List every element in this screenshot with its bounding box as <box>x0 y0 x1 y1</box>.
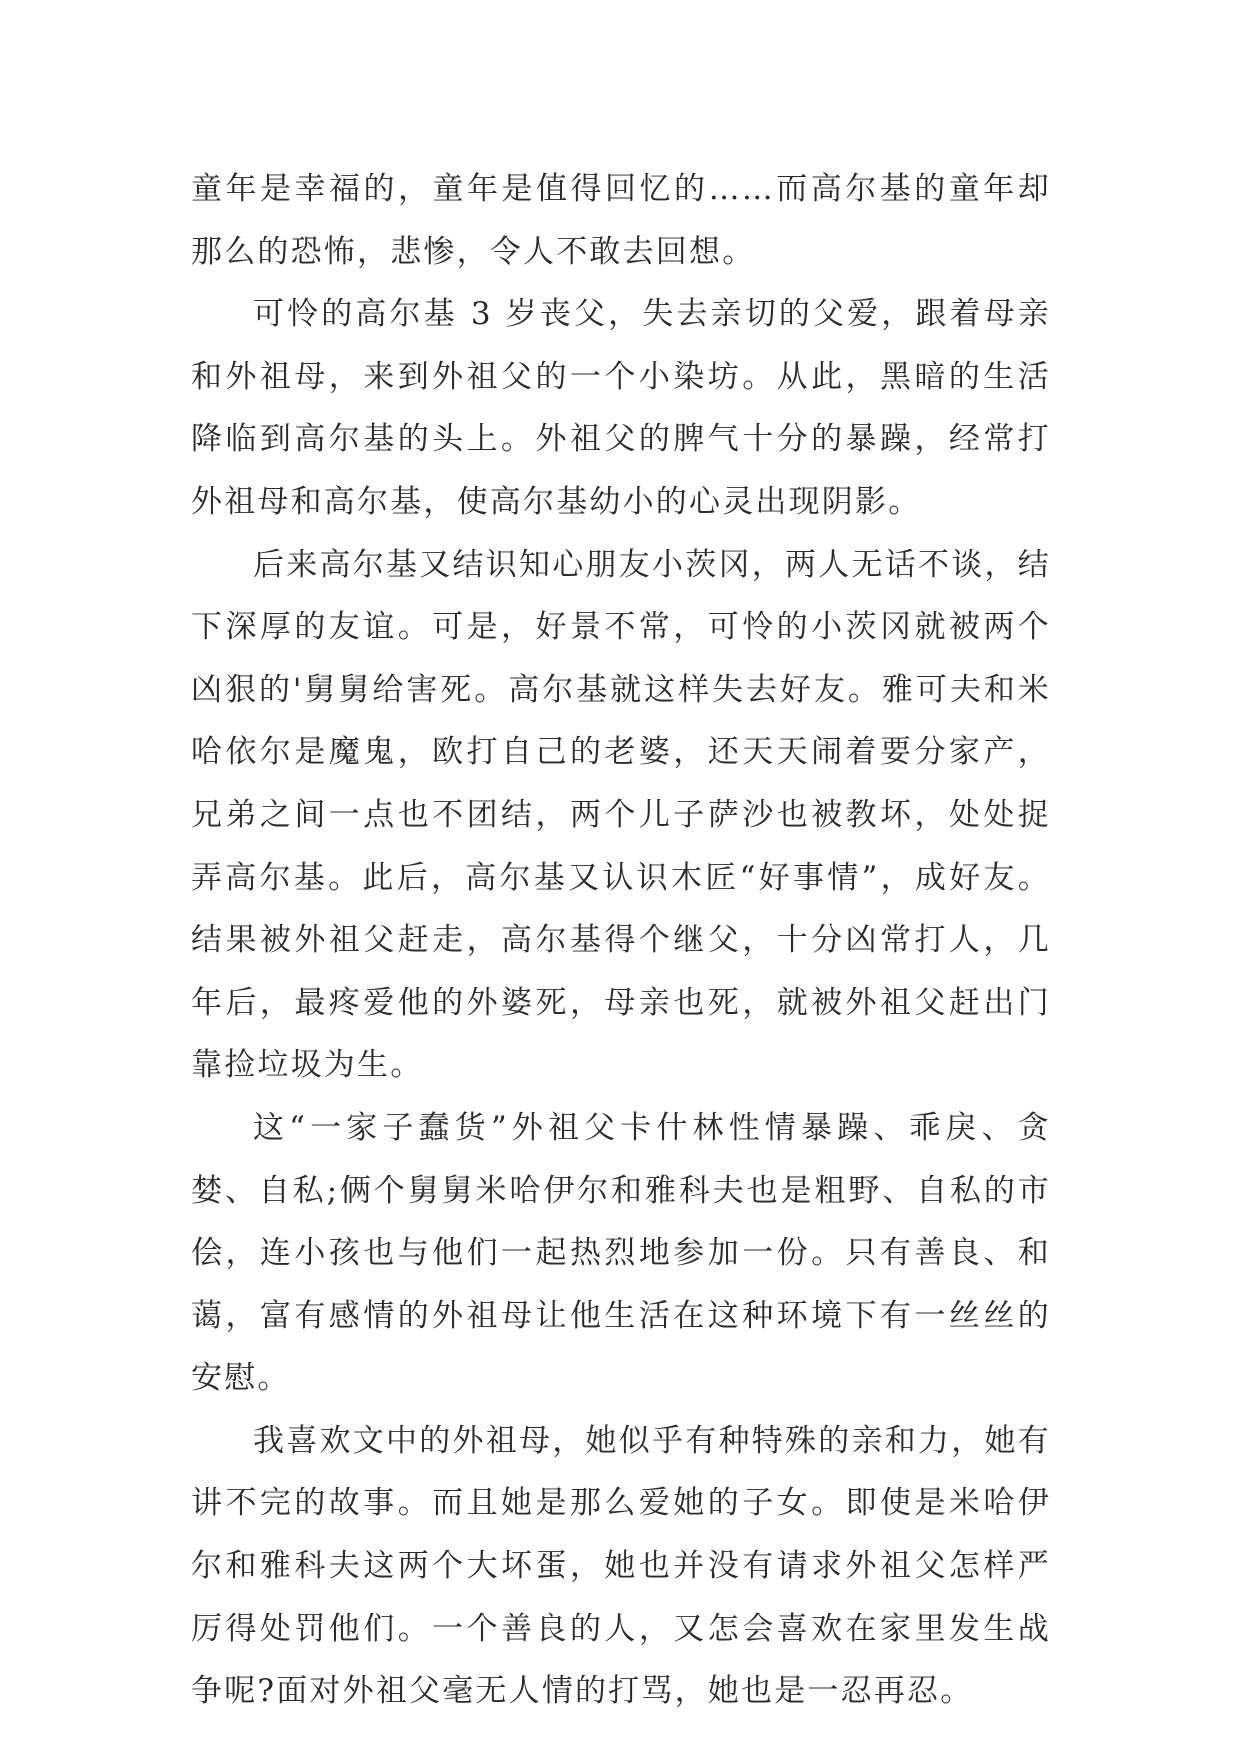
paragraph-family: 这“一家子蠢货”外祖父卡什林性情暴躁、乖戾、贪婪、自私;俩个舅舅米哈伊尔和雅科夫也是粗野、自私的市侩，连小孩也与他们一起热烈地参加一份。只有善良、和蔼，富有感情的外祖母让他生活在这种环境下有一丝丝的安慰。 <box>191 1109 1051 1397</box>
paragraph-friends: 后来高尔基又结识知心朋友小茨冈，两人无话不谈，结下深厚的友谊。可是，好景不常，可怜的小茨冈就被两个凶狠的'舅舅给害死。高尔基就这样失去好友。雅可夫和米哈依尔是魔鬼，欧打自己的老婆，还天天闹着要分家产，兄弟之间一点也不团结，两个儿子萨沙也被教坏，处处捉弄高尔基。此后，高尔基又认识木匠“好事情”，成好友。结果被外祖父赶走，高尔基得个继父，十分凶常打人，几年后，最疼爱他的外婆死，母亲也死，就被外祖父赶出门靠捡垃圾为生。 <box>191 546 1051 1084</box>
paragraph-father-death: 可怜的高尔基 3 岁丧父，失去亲切的父爱，跟着母亲和外祖母，来到外祖父的一个小染坊。从此，黑暗的生活降临到高尔基的头上。外祖父的脾气十分的暴躁，经常打外祖母和高尔基，使高尔基幼小的心灵出现阴影。 <box>191 296 1051 520</box>
paragraph-grandmother: 我喜欢文中的外祖母，她似乎有种特殊的亲和力，她有讲不完的故事。而且她是那么爱她的子女。即使是米哈伊尔和雅科夫这两个大坏蛋，她也并没有请求外祖父怎样严厉得处罚他们。一个善良的人，又怎会喜欢在家里发生战争呢?面对外祖父毫无人情的打骂，她也是一忍再忍。 <box>191 1422 1051 1710</box>
document-body <box>191 158 1051 1723</box>
paragraph-intro: 童年是幸福的，童年是值得回忆的……而高尔基的童年却那么的恐怖，悲惨，令人不敢去回想。 <box>191 171 1051 270</box>
